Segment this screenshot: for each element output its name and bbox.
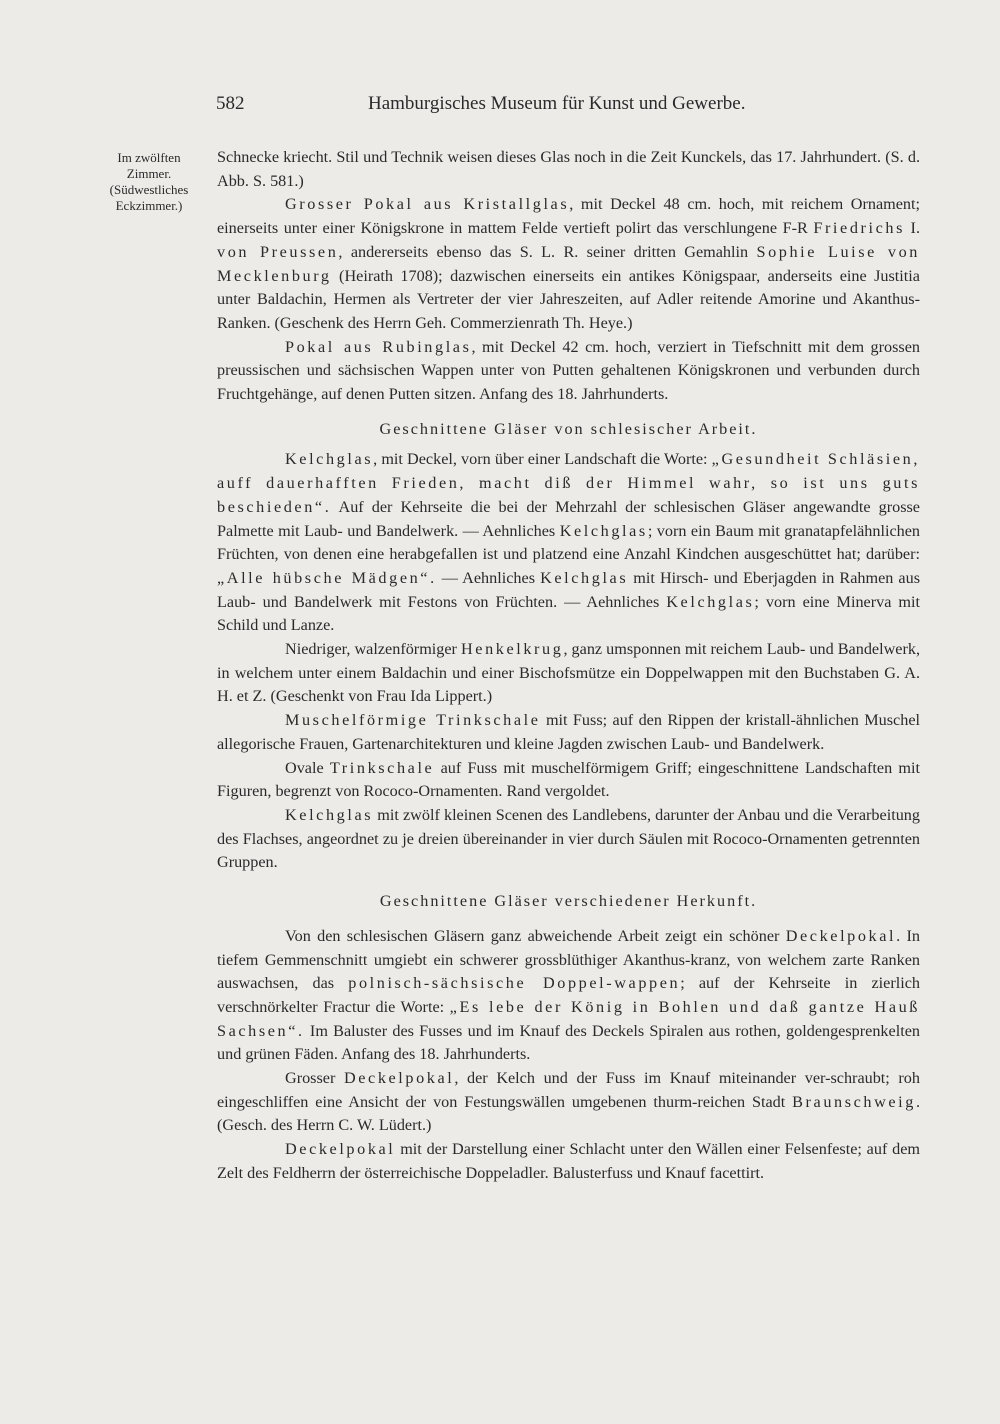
text-run: (Heirath 1708); dazwischen einerseits ein antikes Königspaar, anderseits eine Justitia unter Baldachin, Hermen als Vertreter der vier Jahreszeiten, auf Adler reitende Amorine und Akanthus-Ranken. (Geschenk des Herrn Geh. Commerzienrath Th. Heye.) (217, 266, 920, 332)
text-run: mit zwölf kleinen Scenen des Landlebens, darunter der Anbau und die Verarbeitung des Flachses, angeordnet zu je dreien übereinander in vier durch Säulen mit Rococo-Ornamenten getrennten Gruppen. (217, 805, 920, 872)
spaced-term: Henkelkrug (461, 640, 564, 659)
running-title: Hamburgisches Museum für Kunst und Gewerbe. (368, 93, 746, 114)
spaced-term: Pokal aus Rubinglas (285, 337, 472, 356)
paragraph (217, 336, 920, 407)
text-run: ; auf der Kehrseite in zierlich verschnörkelter Fractur die Worte: (217, 974, 920, 1016)
paragraph: Schnecke kriecht. Stil und Technik weisen dieses Glas noch in die Zeit Kunckels, das 17. Jahrhundert. (S. d. Abb. S. 581.) (217, 148, 920, 190)
section-heading: Geschnittene Gläser von schlesischer Arbeit. (379, 419, 758, 438)
spaced-term: Deckelpokal (343, 1069, 455, 1088)
text-run: , mit Deckel 48 cm. hoch, mit reichem Ornament; einerseits unter einer Königskrone in mattem Felde vertieft polirt das verschlungene F-R (217, 195, 920, 238)
spaced-term: Kelchglas (285, 805, 374, 824)
text-run: . In tiefem Gemmenschnitt umgiebt ein schwerer grossblüthiger Akanthus-kranz, von welchem zarte Ranken auswachsen, das (217, 926, 920, 993)
paragraph (217, 448, 920, 638)
text-run: , andererseits ebenso das S. L. R. seiner dritten Gemahlin (338, 242, 757, 261)
spaced-term: von Preussen (217, 242, 339, 261)
margin-note-line: Eckzimmer.) (115, 198, 183, 213)
text-run: Ovale (285, 758, 330, 777)
text-run: mit Fuss; auf den Rippen der kristall-ähnlichen Muschel allegorische Frauen, Gartenarchitekturen und kleine Jagden zwischen Laub- und Bandelwerk. (217, 711, 920, 753)
spaced-term: polnisch-sächsische Doppel-wappen (348, 974, 681, 993)
text-run: mit der Darstellung einer Schlacht unter den Wällen einer Felsenfeste; auf dem Zelt des Feldherrn der österreichische Doppeladler. Balusterfuss und Knauf facettirt. (217, 1140, 920, 1182)
margin-note (84, 150, 214, 214)
text-run: Auf der Kehrseite die bei der Mehrzahl der schlesischen Gläser angewandte grosse Palmette mit Laub- und Bandelwerk. — Aehnliches (217, 497, 920, 540)
spaced-term: „Alle hübsche Mädgen“. (217, 568, 437, 587)
spaced-term: Braunschweig (792, 1092, 916, 1111)
text-run: , der Kelch und der Fuss im Knauf miteinander ver-schraubt; roh eingeschliffen eine Ansicht der von Festungswällen umgebenen thurm-reichen Stadt (217, 1069, 920, 1111)
spaced-term: Muschelförmige Trinkschale (285, 711, 541, 730)
text-run: mit Hirsch- und Eberjagden in Rahmen aus Laub- und Bandelwerk mit Festons von Früchten. — Aehnliches (217, 568, 921, 611)
spaced-term: Grosser Pokal aus Kristallglas (285, 195, 570, 214)
margin-note-line: Zimmer. (126, 166, 172, 181)
spaced-term: Friedrichs (813, 219, 905, 238)
spaced-term: Kelchglas (540, 568, 629, 587)
spaced-term: Deckelpokal (785, 926, 897, 945)
text-run: ; vorn eine Minerva mit Schild und Lanze. (217, 592, 920, 635)
paragraph (217, 1138, 920, 1185)
page-number: 582 (216, 93, 245, 114)
spaced-term: „Es lebe der König in Bohlen und daß gantze Hauß Sachsen“. (217, 997, 920, 1040)
text-run: . (Gesch. des Herrn C. W. Lüdert.) (217, 1092, 920, 1135)
text-run: Von den schlesischen Gläsern ganz abweichende Arbeit zeigt ein schöner (285, 926, 786, 945)
margin-note-line: (Südwestliches (109, 182, 189, 197)
text-run: — Aehnliches (436, 568, 541, 587)
spaced-term: Kelchglas (666, 592, 755, 611)
text-run: Im Baluster des Fusses und im Knauf des Deckels Spiralen aus rothen, goldengesprenkelten und grünen Fäden. Anfang des 18. Jahrhunderts. (217, 1021, 920, 1064)
paragraph (217, 193, 920, 335)
text-run: , mit Deckel 42 cm. hoch, verziert in Tiefschnitt mit dem grossen preussischen und sächsischen Wappen unter von Putten gehaltenen Königskronen und verbunden durch Fruchtgehänge, auf denen Putten sitzen. Anfang des 18. Jahrhunderts. (217, 337, 920, 404)
text-run: , ganz umsponnen mit reichem Laub- und Bandelwerk, in welchem unter einem Baldachin und einer Bischofsmütze ein Doppelwappen mit den Buchstaben G. A. H. et Z. (Geschenkt von Frau Ida Lippert.) (217, 640, 920, 706)
spaced-term: Sophie Luise von Mecklenburg (217, 242, 921, 285)
spaced-term: Trinkschale (329, 758, 435, 777)
paragraph (217, 1067, 920, 1138)
text-run: auf Fuss mit muschelförmigem Griff; eingeschnittene Landschaften mit Figuren, begrenzt von Rococo-Ornamenten. Rand vergoldet. (217, 758, 920, 801)
paragraph (217, 638, 920, 709)
spaced-term: „Gesundheit Schläsien, auff dauerhafften Frieden, macht diß der Himmel wahr, so ist uns guts beschieden“. (217, 450, 921, 516)
paragraph (217, 925, 920, 1067)
body-text (217, 146, 920, 1186)
text-run: Grosser (285, 1069, 344, 1088)
text-run: , mit Deckel, vorn über einer Landschaft die Worte: (373, 450, 712, 469)
spaced-term: Kelchglas (559, 521, 648, 540)
paragraph (217, 709, 920, 756)
text-run: Niedriger, walzenförmiger (285, 640, 462, 659)
text-run: I. (904, 219, 920, 238)
text-run: ; vorn ein Baum mit granatapfelähnlichen Früchten, von denen eine herabgefallen ist und platzend eine Anzahl Kindchen ausgeschüttet hat; darüber: (217, 521, 920, 564)
margin-note-line: Im zwölften (117, 150, 181, 165)
spaced-term: Kelchglas (285, 450, 374, 469)
paragraph (217, 757, 920, 804)
section-heading: Geschnittene Gläser verschiedener Herkunft. (379, 892, 758, 911)
spaced-term: Deckelpokal (285, 1140, 396, 1159)
paragraph (217, 804, 920, 875)
